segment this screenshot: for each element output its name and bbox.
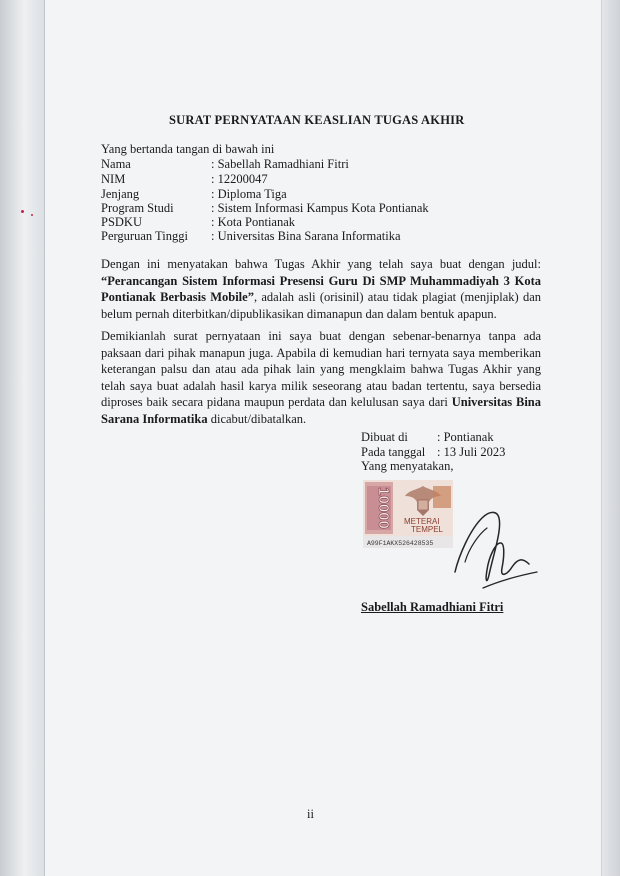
intro-line: Yang bertanda tangan di bawah ini <box>101 142 275 156</box>
stamp-label-1: METERAI <box>404 517 440 526</box>
document-page <box>45 0 601 876</box>
stamp-label-2: TEMPEL <box>411 525 444 534</box>
thesis-title: “Perancangan Sistem Informasi Presensi Guru Di SMP Muhammadiyah 3 Kota Pontianak Berbasis Mobile” <box>101 273 541 305</box>
identity-value: : 12200047 <box>211 172 268 186</box>
statement-paragraph <box>101 328 541 428</box>
signature-place <box>361 430 494 445</box>
stamp-amount: 10000 <box>375 487 392 529</box>
place-label: Dibuat di <box>361 430 408 444</box>
identity-label: Program Studi <box>101 201 174 215</box>
date-label: Pada tanggal <box>361 445 426 459</box>
signature-date <box>361 445 505 460</box>
identity-value: : Sabellah Ramadhiani Fitri <box>211 157 349 171</box>
identity-value: : Diploma Tiga <box>211 187 287 201</box>
ink-speck <box>21 210 24 213</box>
identity-value: : Universitas Bina Sarana Informatika <box>211 229 401 243</box>
identity-value: : Kota Pontianak <box>211 215 296 229</box>
place-value: : Pontianak <box>437 430 494 444</box>
closing-line: Yang menyatakan, <box>361 459 454 473</box>
identity-value: : Sistem Informasi Kampus Kota Pontianak <box>211 201 429 215</box>
declaration-lead: Dengan ini menyatakan bahwa Tugas Akhir yang telah saya buat dengan judul: <box>101 257 541 271</box>
identity-label: Perguruan Tinggi <box>101 229 188 243</box>
signer-name: Sabellah Ramadhiani Fitri <box>361 600 504 614</box>
document-title: SURAT PERNYATAAN KEASLIAN TUGAS AKHIR <box>169 113 465 127</box>
identity-label: Jenjang <box>101 187 140 201</box>
stamp-serial: A99F1AKX526428535 <box>367 540 434 547</box>
institution-name: Universitas Bina Sarana Informatika <box>101 395 541 426</box>
identity-label: Nama <box>101 157 131 171</box>
statement-text: Demikianlah surat pernyataan ini saya buat dengan sebenar-benarnya tanpa ada paksaan dari pihak manapun juga. Apabila di kemudian hari ternyata saya memberikan keterangan palsu dan atau ada pihak lain yang mengklaim bahwa Tugas Akhir yang telah saya buat adalah hasil karya milik seseorang atau badan tertentu, saya bersedia diproses baik secara pidana maupun perdata dan kelulusan saya dari <box>101 329 541 410</box>
statement-end: dicabut/dibatalkan. <box>207 411 307 426</box>
declaration-paragraph <box>101 256 541 322</box>
page-number: ii <box>307 807 314 821</box>
declaration-rest: , adalah asli (orisinil) atau tidak plagiat (menjiplak) dan belum pernah diterbitkan/dipublikasikan dimanapun dan dalam bentuk apapun. <box>101 290 541 321</box>
ink-speck <box>31 214 33 216</box>
identity-label: NIM <box>101 172 126 186</box>
date-value: : 13 Juli 2023 <box>437 445 506 459</box>
handwritten-signature <box>425 500 545 595</box>
page-edge <box>601 0 620 876</box>
identity-label: PSDKU <box>101 215 142 229</box>
binding-edge <box>0 0 45 876</box>
